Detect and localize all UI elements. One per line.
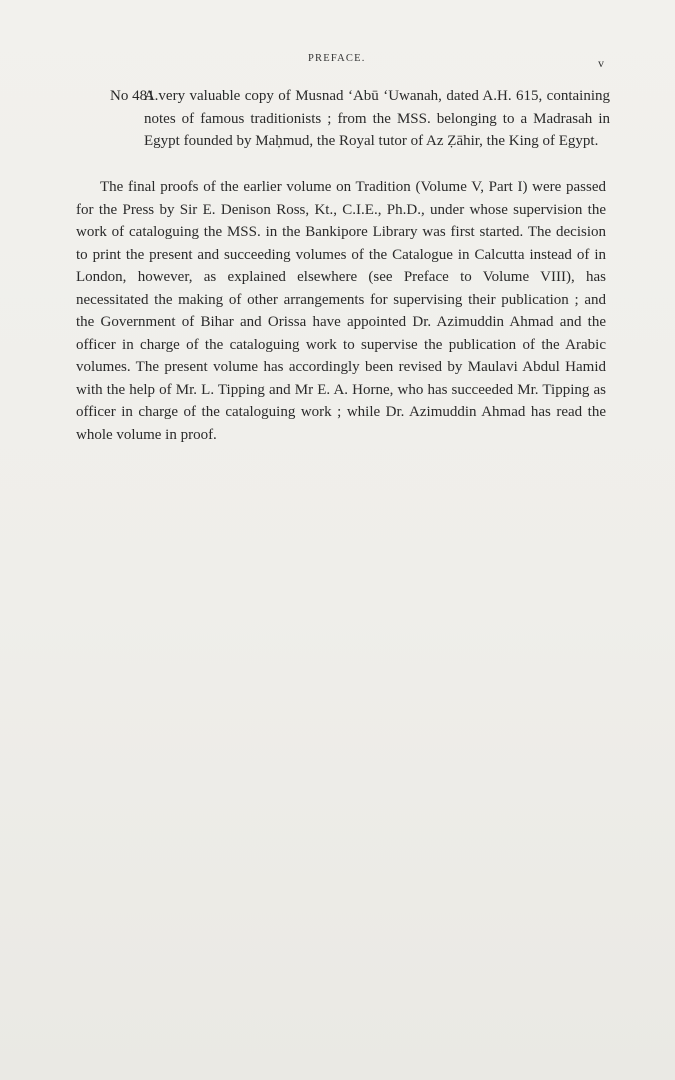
running-head-title: PREFACE. bbox=[308, 53, 366, 64]
running-head bbox=[0, 53, 675, 69]
page-number: v bbox=[598, 56, 604, 70]
entry-description: A very valuable copy of Musnad ‘Abū ‘Uwanah, dated A.H. 615, containing notes of famous traditionists ; from the MSS. belonging to a Madrasah in Egypt founded by Maḥmud, the Royal tutor of Az Ẓāhir, the King of Egypt. bbox=[144, 88, 610, 150]
entry-number: No 481. bbox=[110, 88, 159, 104]
body-paragraph: The final proofs of the earlier volume on Tradition (Volume V, Part I) were passed for the Press by Sir E. Denison Ross, Kt., C.I.E., Ph.D., under whose supervision the work of cataloguing the MSS. in the Bankipore Library was first started. The decision to print the present and succeeding volumes of the Catalogue in Calcutta instead of in London, however, as explained elsewhere (see Preface to Volume VIII), has necessitated the making of other arrangements for supervising their publication ; and the Government of Bihar and Orissa have appointed Dr. Azimuddin Ahmad and the officer in charge of the cataloguing work to supervise the publication of the Arabic volumes. The present volume has accordingly been revised by Maulavi Abdul Hamid with the help of Mr. L. Tipping and Mr E. A. Horne, who has succeeded Mr. Tipping as officer in charge of the cataloguing work ; while Dr. Azimuddin Ahmad has read the whole volume in proof. bbox=[76, 179, 606, 444]
